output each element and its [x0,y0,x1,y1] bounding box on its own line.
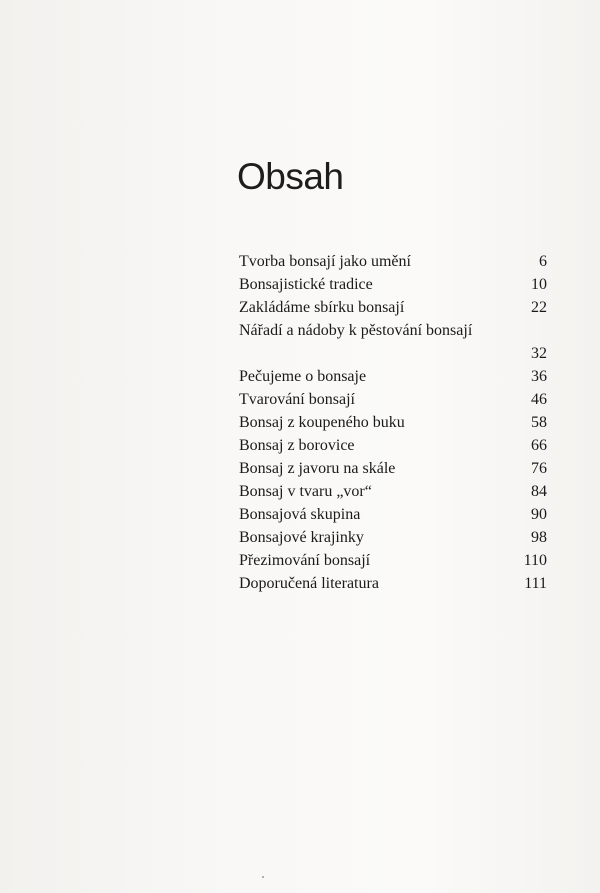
toc-entry-page: 90 [531,506,547,523]
toc-entry-title: Bonsajistické tradice [239,276,373,293]
toc-entry-page: 111 [524,575,547,592]
toc-entry [239,480,547,503]
toc-entry-title: Bonsaj z javoru na skále [239,460,396,477]
toc-entry-page: 46 [531,391,547,408]
toc-entry-page: 98 [531,529,547,546]
toc-entry-title: Tvarování bonsají [239,391,355,408]
toc-entry [239,411,547,434]
toc-entry [239,572,547,595]
toc-entry [239,365,547,388]
toc-entry [239,526,547,549]
toc-entry-title: Tvorba bonsají jako umění [239,253,411,270]
toc-entry [239,273,547,296]
toc-entry-page: 36 [531,368,547,385]
toc-entry-title: Doporučená literatura [239,575,379,592]
toc-entry-title: Bonsaj z koupeného buku [239,414,405,431]
toc-entry-title: Pečujeme o bonsaje [239,368,367,385]
toc-entry-title: Bonsajová skupina [239,506,361,523]
toc-entry-page: 110 [523,552,547,569]
toc-heading: Obsah [237,156,344,197]
toc-entry-title: Bonsajové krajinky [239,529,364,546]
toc-entry-page: 10 [531,276,547,293]
table-of-contents [239,250,547,595]
toc-entry [239,319,547,365]
toc-entry [239,457,547,480]
toc-entry [239,503,547,526]
toc-entry-title: Nářadí a nádoby k pěstování bonsají [239,322,473,339]
toc-entry-page: 32 [531,345,547,362]
toc-entry [239,250,547,273]
toc-entry [239,388,547,411]
paper-speck [262,876,264,878]
toc-entry-page: 6 [539,253,547,270]
toc-entry-page: 76 [531,460,547,477]
toc-entry-page: 58 [531,414,547,431]
toc-entry-title: Zakládáme sbírku bonsají [239,299,405,316]
toc-entry-page: 22 [531,299,547,316]
toc-entry-page: 84 [531,483,547,500]
toc-entry-page: 66 [531,437,547,454]
toc-entry-title: Bonsaj z borovice [239,437,355,454]
toc-entry [239,549,547,572]
toc-entry [239,296,547,319]
toc-entry-title: Bonsaj v tvaru „vor“ [239,483,372,500]
toc-entry-title: Přezimování bonsají [239,552,371,569]
toc-entry [239,434,547,457]
